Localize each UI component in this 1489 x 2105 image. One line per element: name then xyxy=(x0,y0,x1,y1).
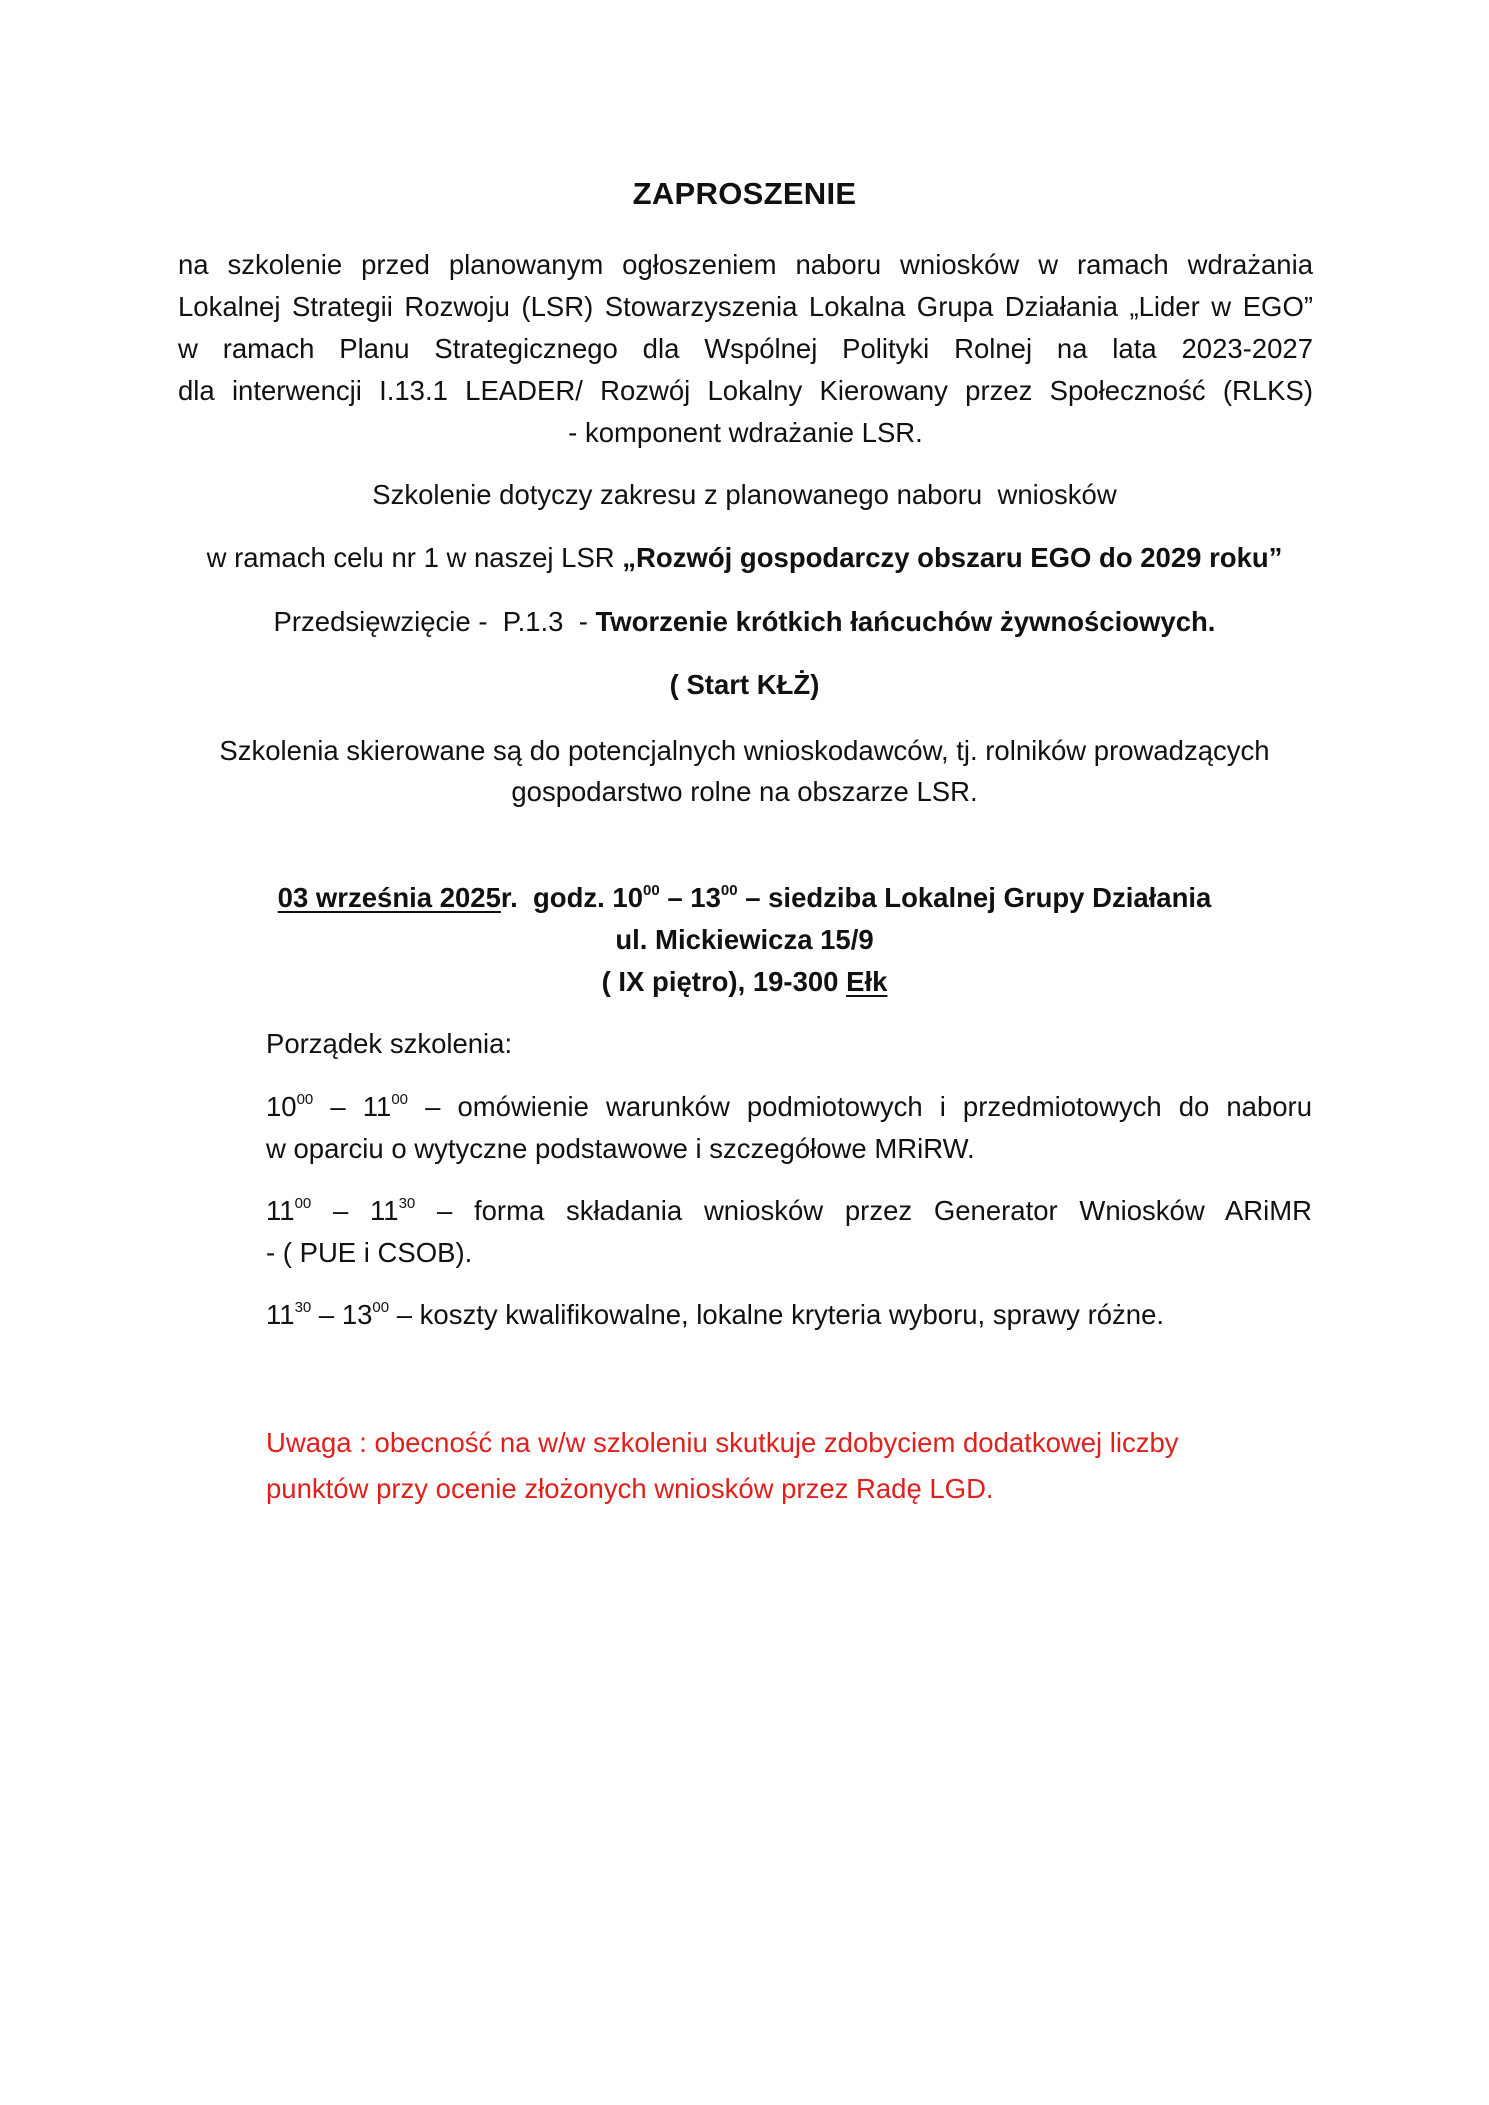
agenda-text: – koszty kwalifikowalne, lokalne kryteria wyboru, sprawy różne. xyxy=(389,1299,1164,1330)
project-line xyxy=(120,606,1369,638)
project-code: ( Start KŁŻ) xyxy=(669,669,820,700)
agenda-end-min: 00 xyxy=(391,1090,408,1108)
event-city: Ełk xyxy=(846,966,888,997)
event-venue: – siedziba Lokalnej Grupy Działania xyxy=(737,882,1212,913)
event-date-time xyxy=(120,877,1369,919)
event-start-min: 00 xyxy=(643,881,660,899)
event-start-hour: 10 xyxy=(612,882,644,913)
agenda-text: – forma składania wniosków przez Generator Wniosków ARiMR xyxy=(415,1195,1312,1226)
goal-line xyxy=(120,542,1369,574)
intro-paragraph xyxy=(178,244,1313,454)
event-date: 03 września 2025 xyxy=(277,882,501,913)
event-dash: – xyxy=(659,882,691,913)
project-prefix: Przedsięwzięcie - P.1.3 - xyxy=(273,606,596,637)
audience-paragraph xyxy=(120,730,1369,812)
intro-line: dla interwencji I.13.1 LEADER/ Rozwój Lokalny Kierowany przez Społeczność (RLKS) xyxy=(178,375,1313,406)
intro-line: Lokalnej Strategii Rozwoju (LSR) Stowarzyszenia Lokalna Grupa Działania „Lider w EGO” xyxy=(178,291,1313,322)
agenda-start-hour: 10 xyxy=(266,1091,297,1122)
warning-line: punktów przy ocenie złożonych wniosków przez Radę LGD. xyxy=(266,1473,994,1504)
event-end-hour: 13 xyxy=(690,882,721,913)
agenda-start-hour: 11 xyxy=(266,1299,295,1330)
scope-line: Szkolenie dotyczy zakresu z planowanego naboru wniosków xyxy=(372,479,1117,510)
project-name: Tworzenie krótkich łańcuchów żywnościowych. xyxy=(595,606,1216,637)
agenda-end-hour: 13 xyxy=(341,1299,373,1330)
document-title: ZAPROSZENIE xyxy=(632,176,857,211)
agenda-end-min: 00 xyxy=(372,1298,390,1316)
agenda-item-line: w oparciu o wytyczne podstawowe i szczegółowe MRiRW. xyxy=(266,1133,975,1164)
event-end-min: 00 xyxy=(720,881,738,899)
audience-line: Szkolenia skierowane są do potencjalnych wnioskodawców, tj. rolników prowadzących xyxy=(219,735,1270,766)
agenda-start-min: 00 xyxy=(296,1090,314,1108)
agenda-item xyxy=(266,1190,1312,1274)
intro-line: - komponent wdrażanie LSR. xyxy=(568,417,923,448)
warning-note xyxy=(266,1420,1312,1512)
audience-line: gospodarstwo rolne na obszarze LSR. xyxy=(511,776,978,807)
agenda-item-line: $11^{00} - 11^{30}$ – forma składania wniosków przez Generator Wniosków ARiMR xyxy=(266,1194,1312,1226)
goal-prefix: w ramach celu nr 1 w naszej LSR xyxy=(206,542,623,573)
goal-name: „Rozwój gospodarczy obszaru EGO do 2029 roku” xyxy=(622,542,1283,573)
agenda-end-min: 30 xyxy=(398,1194,416,1212)
agenda-heading: Porządek szkolenia: xyxy=(266,1028,513,1059)
agenda-text: – omówienie warunków podmiotowych i przedmiotowych do naboru xyxy=(408,1091,1313,1122)
agenda-item xyxy=(266,1086,1312,1170)
event-street: ul. Mickiewicza 15/9 xyxy=(615,924,874,955)
event-floor: ( IX piętro), 19-300 xyxy=(601,966,847,997)
event-floor-city xyxy=(120,961,1369,1003)
event-date-suffix: r. godz. xyxy=(500,882,613,913)
agenda-item: $11^{30} - 13^{00}$ – koszty kwalifikowalne, lokalne kryteria wyboru, sprawy różne. xyxy=(266,1298,1164,1330)
event-details xyxy=(120,877,1369,1003)
agenda-item-line: - ( PUE i CSOB). xyxy=(266,1237,473,1268)
intro-line: w ramach Planu Strategicznego dla Wspólnej Polityki Rolnej na lata 2023-2027 xyxy=(178,333,1313,364)
intro-line: na szkolenie przed planowanym ogłoszeniem naboru wniosków w ramach wdrażania xyxy=(178,249,1313,280)
agenda-end-hour: 11 xyxy=(370,1195,399,1226)
agenda-item-line: $10^{00} - 11^{00}$ – omówienie warunków podmiotowych i przedmiotowych do naboru xyxy=(266,1090,1313,1122)
warning-line: Uwaga : obecność na w/w szkoleniu skutkuje zdobyciem dodatkowej liczby xyxy=(266,1427,1179,1458)
agenda-start-min: 30 xyxy=(294,1298,312,1316)
agenda-start-hour: 11 xyxy=(266,1195,295,1226)
agenda-start-min: 00 xyxy=(294,1194,312,1212)
agenda-end-hour: 11 xyxy=(362,1091,392,1122)
